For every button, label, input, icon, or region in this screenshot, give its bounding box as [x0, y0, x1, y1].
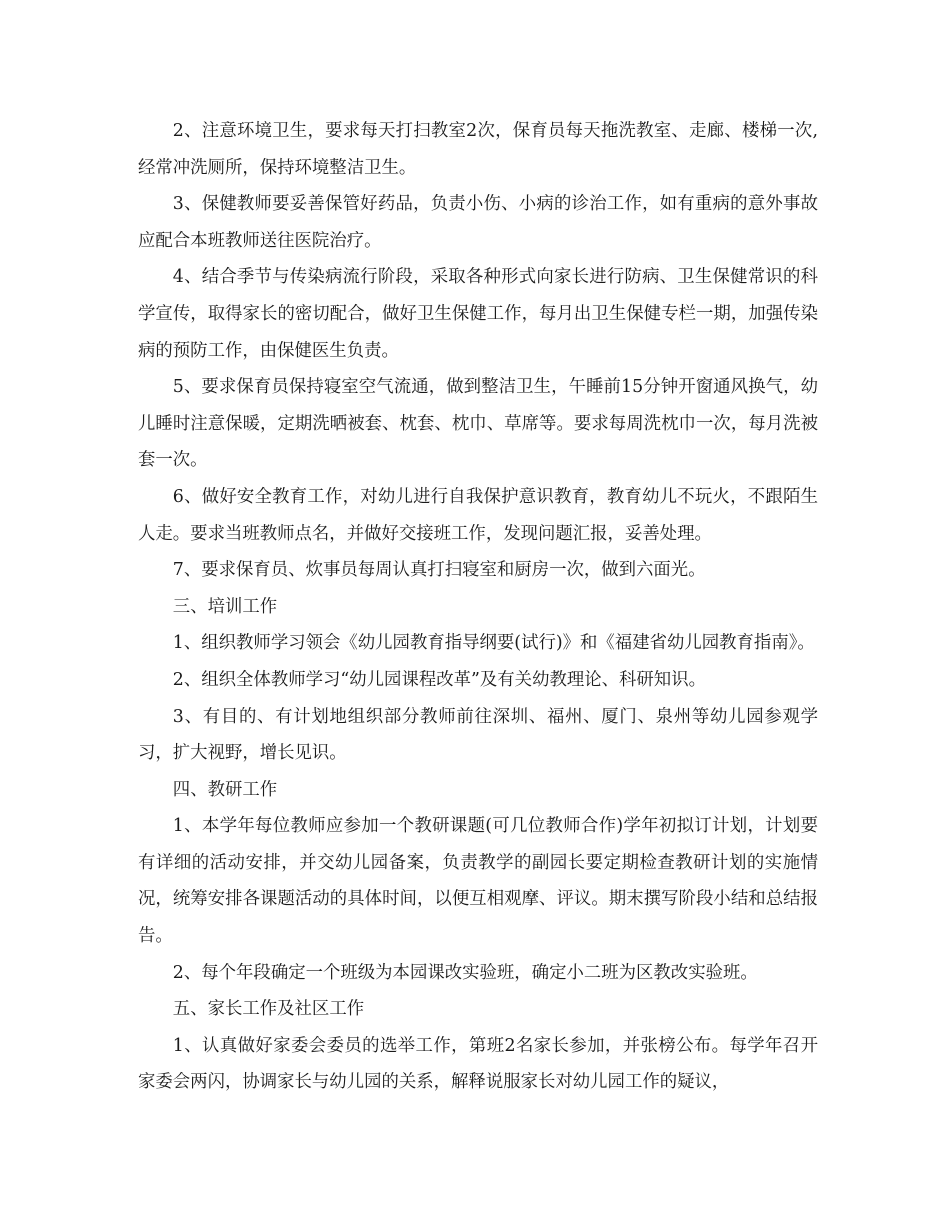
paragraph-training-curriculum-reform: 2、组织全体教师学习“幼儿园课程改革”及有关幼教理论、科研知识。: [172, 669, 706, 690]
paragraph-training-guidelines: 1、组织教师学习领会《幼儿园教育指导纲要(试行)》和《福建省幼儿园教育指南》。: [172, 633, 815, 654]
paragraph-research-topics: 1、本学年每位教师应参加一个教研课题(可几位教师合作)学年初拟订计划，计划要有详细的活动安排，并交幼儿园备案，负责教学的副园长要定期检查教研计划的实施情况，统筹安排各课题活动的具体时间，以便互相观摩、评议。期末撰写阶段小结和总结报告。: [138, 816, 818, 947]
paragraph-weekly-cleaning: 7、要求保育员、炊事员每周认真打扫寝室和厨房一次，做到六面光。: [172, 560, 706, 581]
paragraph-dormitory-ventilation: 5、要求保育员保持寝室空气流通，做到整洁卫生，午睡前15分钟开窗通风换气，幼儿睡时注意保暖，定期洗晒被套、枕套、枕巾、草席等。要求每周洗枕巾一次，每月洗被套一次。: [138, 377, 818, 471]
paragraph-parent-committee: 1、认真做好家委会委员的选举工作，第班2名家长参加，并张榜公布。每学年召开家委会两闪，协调家长与幼儿园的关系，解释说服家长对幼儿园工作的疑议，: [138, 1035, 818, 1093]
section-heading-training: 三、培训工作: [172, 596, 278, 617]
paragraph-safety-education: 6、做好安全教育工作，对幼儿进行自我保护意识教育，教育幼儿不玩火，不跟陌生人走。要求当班教师点名，并做好交接班工作，发现问题汇报，妥善处理。: [138, 486, 818, 544]
section-heading-research: 四、教研工作: [172, 779, 278, 800]
document-body: [138, 113, 818, 1101]
paragraph-disease-prevention: 4、结合季节与传染病流行阶段，采取各种形式向家长进行防病、卫生保健常识的科学宣传，取得家长的密切配合，做好卫生保健工作，每月出卫生保健专栏一期，加强传染病的预防工作，由保健医生负责。: [138, 267, 818, 361]
paragraph-experimental-class: 2、每个年段确定一个班级为本园课改实验班，确定小二班为区教改实验班。: [172, 962, 758, 983]
section-heading-parents-community: 五、家长工作及社区工作: [172, 999, 365, 1020]
paragraph-hygiene-cleaning: 2、注意环境卫生，要求每天打扫教室2次，保育员每天拖洗教室、走廊、楼梯一次,经常冲洗厕所，保持环境整洁卫生。: [138, 121, 818, 178]
paragraph-training-visits: 3、有目的、有计划地组织部分教师前往深圳、福州、厦门、泉州等幼儿园参观学习，扩大视野，增长见识。: [138, 706, 818, 764]
paragraph-health-teacher-medicine: 3、保健教师要妥善保管好药品，负责小伤、小病的诊治工作，如有重病的意外事故应配合本班教师送往医院治疗。: [138, 194, 818, 251]
